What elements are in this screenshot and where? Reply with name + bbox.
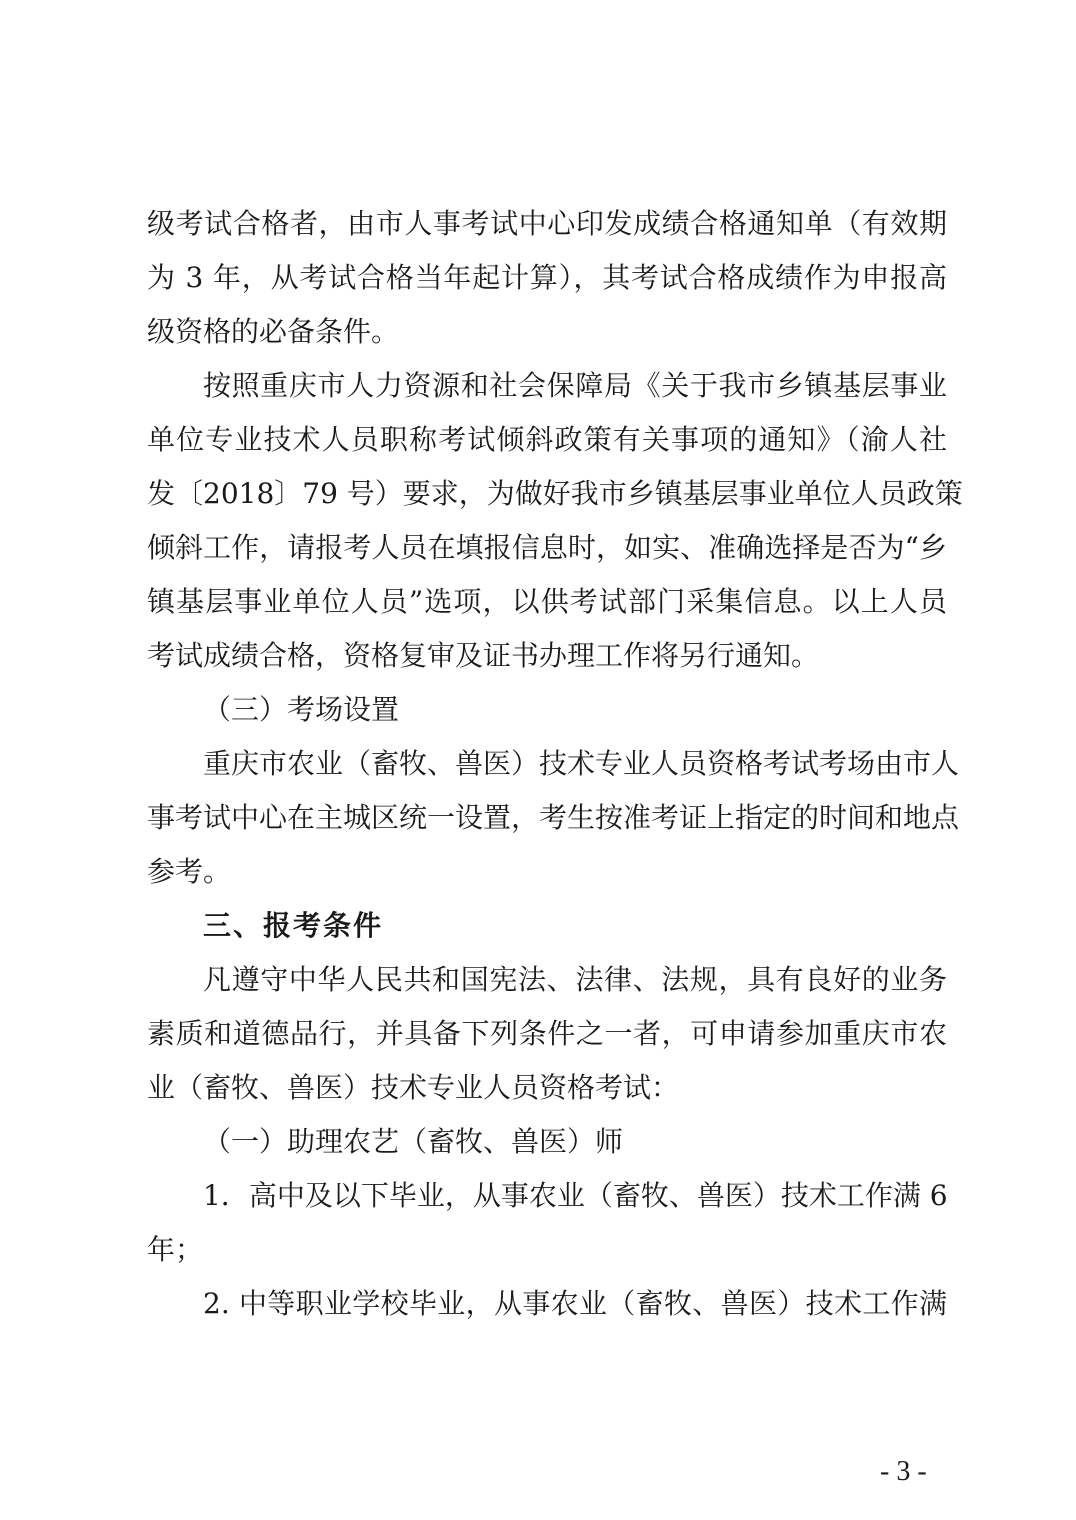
paragraph-line: 级资格的必备条件。 <box>147 315 400 348</box>
paragraph-line: 级考试合格者，由市人事考试中心印发成绩合格通知单（有效期 <box>147 207 947 240</box>
paragraph-line: 参考。 <box>147 855 232 888</box>
list-item-line: 2. 中等职业学校毕业，从事农业（畜牧、兽医）技术工作满 <box>203 1287 947 1320</box>
paragraph-line: 为 3 年，从考试合格当年起计算），其考试合格成绩作为申报高 <box>147 261 947 294</box>
paragraph-line: 考试成绩合格，资格复审及证书办理工作将另行通知。 <box>147 639 820 672</box>
paragraph-line: 事考试中心在主城区统一设置，考生按准考证上指定的时间和地点 <box>147 801 960 834</box>
list-item-line: 1．高中及以下毕业，从事农业（畜牧、兽医）技术工作满 6 <box>203 1179 948 1212</box>
paragraph-line: 倾斜工作，请报考人员在填报信息时，如实、准确选择是否为“乡 <box>147 531 947 564</box>
page-number: - 3 - <box>880 1456 927 1487</box>
list-item-line: 年； <box>147 1233 204 1266</box>
paragraph-line: 业（畜牧、兽医）技术专业人员资格考试： <box>147 1071 680 1104</box>
paragraph-line: 按照重庆市人力资源和社会保障局《关于我市乡镇基层事业 <box>203 369 947 402</box>
subsection-heading: （一）助理农艺（畜牧、兽医）师 <box>203 1125 624 1158</box>
paragraph-line: 凡遵守中华人民共和国宪法、法律、法规，具有良好的业务 <box>203 963 947 996</box>
paragraph-line: 发〔2018〕79 号）要求，为做好我市乡镇基层事业单位人员政策 <box>147 477 963 510</box>
paragraph-line: 单位专业技术人员职称考试倾斜政策有关事项的通知》（渝人社 <box>147 423 947 456</box>
paragraph-line: 素质和道德品行，并具备下列条件之一者，可申请参加重庆市农 <box>147 1017 947 1050</box>
paragraph-line: 镇基层事业单位人员”选项，以供考试部门采集信息。以上人员 <box>147 585 947 618</box>
section-heading: 三、报考条件 <box>203 909 384 942</box>
paragraph-line: 重庆市农业（畜牧、兽医）技术专业人员资格考试考场由市人 <box>203 747 960 780</box>
subsection-heading: （三）考场设置 <box>203 693 400 726</box>
